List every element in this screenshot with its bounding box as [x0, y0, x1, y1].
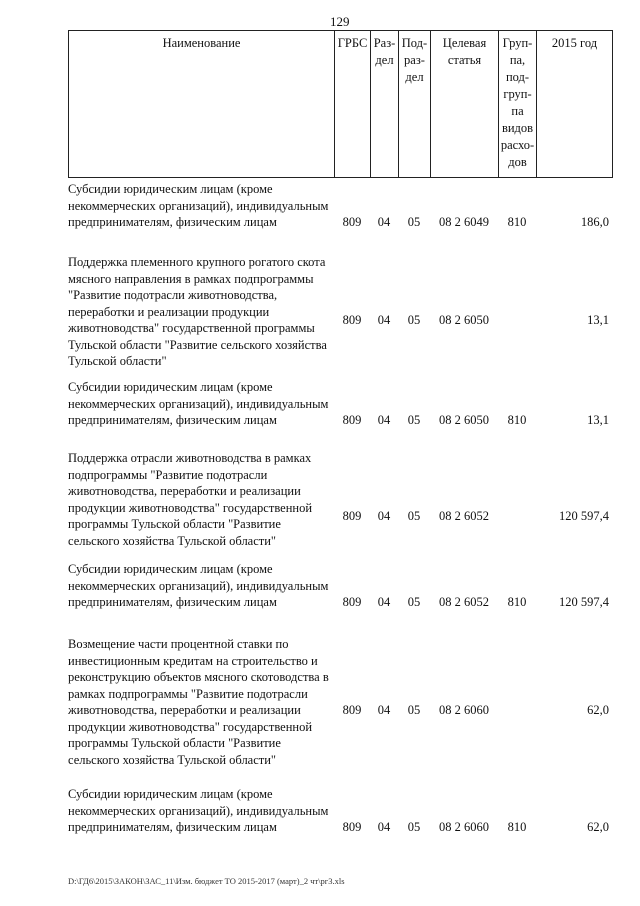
row-podrazdel: 05: [407, 820, 421, 834]
row-group: 810: [507, 215, 527, 229]
table-row: [68, 786, 613, 906]
header-razdel: Раз- дел: [371, 31, 399, 177]
row-grbs: 809: [342, 595, 362, 609]
row-name: Субсидии юридическим лицам (кроме некоммерческих организаций), индивидуальным предпринимателям, физическим лицам: [68, 182, 329, 229]
header-year: 2015 год: [551, 36, 598, 50]
row-razdel: 04: [377, 215, 391, 229]
row-razdel: 04: [377, 413, 391, 427]
row-podrazdel: 05: [407, 595, 421, 609]
row-target: 08 2 6060: [439, 703, 489, 717]
row-amount: 62,0: [587, 703, 609, 717]
row-target: 08 2 6050: [439, 313, 489, 327]
row-podrazdel: 05: [407, 313, 421, 327]
row-target: 08 2 6052: [439, 509, 489, 523]
row-name: Субсидии юридическим лицам (кроме некоммерческих организаций), индивидуальным предпринимателям, физическим лицам: [68, 562, 329, 609]
row-podrazdel: 05: [407, 509, 421, 523]
header-podrazdel: Под- раз- дел: [399, 31, 431, 177]
row-target: 08 2 6049: [439, 215, 489, 229]
row-grbs: 809: [342, 509, 362, 523]
row-grbs: 809: [342, 313, 362, 327]
row-name: Поддержка отрасли животноводства в рамках подпрограммы "Развитие подотрасли животноводства, переработки и реализации продукции животноводства" государственной программы Тульской области "Развитие сельского хозяйства Тульской области": [68, 451, 313, 548]
row-razdel: 04: [377, 595, 391, 609]
row-razdel: 04: [377, 820, 391, 834]
row-grbs: 809: [342, 413, 362, 427]
file-path-footer: D:\ГД6\2015\ЗАКОН\ЗАС_11\Изм. бюджет ТО 2015-2017 (март)_2 чт\рг3.xls: [68, 876, 345, 886]
row-razdel: 04: [377, 703, 391, 717]
row-group: 810: [507, 595, 527, 609]
row-amount: 186,0: [580, 215, 609, 229]
header-name: Наименование: [69, 31, 335, 177]
row-target: 08 2 6050: [439, 413, 489, 427]
header-grbs: ГРБС: [335, 31, 371, 177]
row-razdel: 04: [377, 313, 391, 327]
table-row: [68, 254, 613, 374]
row-target: 08 2 6052: [439, 595, 489, 609]
row-name: Поддержка племенного крупного рогатого скота мясного направления в рамках подпрограммы "Развитие подотрасли животноводства, переработки и реализации продукции животноводства" государственной программы Тульской области "Развитие сельского хозяйства Тульской области": [68, 255, 327, 368]
row-name: Субсидии юридическим лицам (кроме некоммерческих организаций), индивидуальным предпринимателям, физическим лицам: [68, 787, 329, 834]
header-group: Груп- па, под- груп- па видов расхо- дов: [499, 31, 537, 177]
table-header: [68, 30, 613, 178]
row-group: 810: [507, 820, 527, 834]
row-target: 08 2 6060: [439, 820, 489, 834]
row-grbs: 809: [342, 703, 362, 717]
row-grbs: 809: [342, 820, 362, 834]
row-amount: 13,1: [587, 313, 609, 327]
table-row: [68, 450, 613, 570]
table-row: [68, 636, 613, 767]
row-name: Возмещение части процентной ставки по инвестиционным кредитам на строительство и реконструкцию объектов мясного скотоводства в рамках подпрограммы "Развитие подотрасли животноводства, переработки и реализации продукции животноводства" государственной программы Тульской области "Развитие сельского хозяйства Тульской области": [68, 637, 329, 767]
header-target: Целевая статья: [431, 31, 499, 177]
row-amount: 13,1: [587, 413, 609, 427]
row-podrazdel: 05: [407, 215, 421, 229]
row-grbs: 809: [342, 215, 362, 229]
row-podrazdel: 05: [407, 413, 421, 427]
row-amount: 120 597,4: [559, 509, 609, 523]
row-group: 810: [507, 413, 527, 427]
row-name: Субсидии юридическим лицам (кроме некоммерческих организаций), индивидуальным предпринимателям, физическим лицам: [68, 380, 329, 427]
row-amount: 62,0: [587, 820, 609, 834]
row-amount: 120 597,4: [559, 595, 609, 609]
row-razdel: 04: [377, 509, 391, 523]
row-podrazdel: 05: [407, 703, 421, 717]
page-number: 129: [330, 14, 350, 29]
